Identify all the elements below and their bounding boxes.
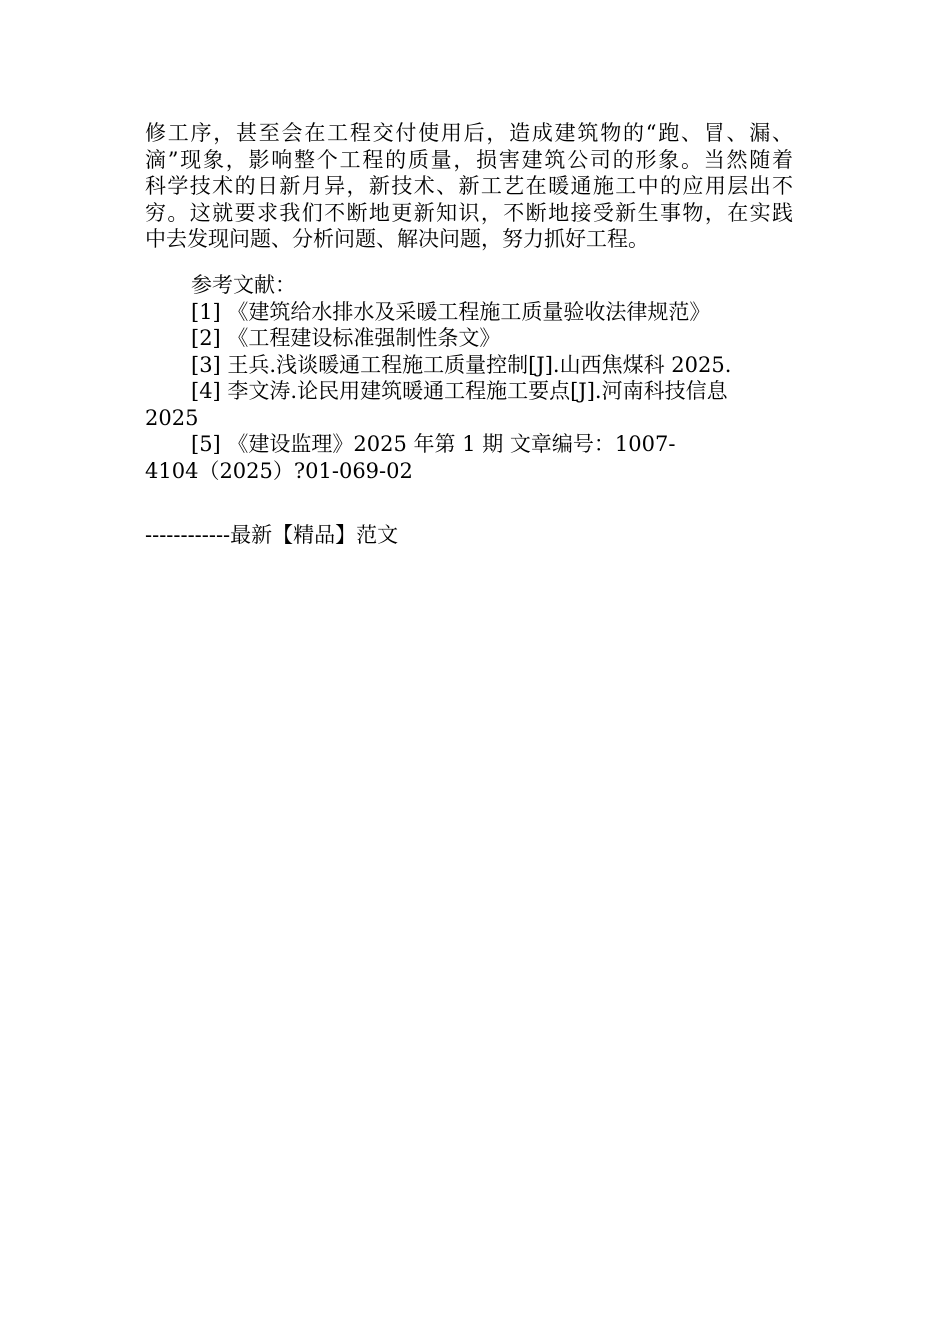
reference-item-5: [5] 《建设监理》2025 年第 1 期 文章编号：1007- [191, 432, 676, 456]
body-line: 穷。这就要求我们不断地更新知识，不断地接受新生事物，在实践 [145, 200, 793, 225]
reference-item-2: [2] 《工程建设标准强制性条文》 [191, 326, 501, 350]
body-line: 中去发现问题、分析问题、解决问题，努力抓好工程。 [145, 227, 649, 251]
footer-tagline: ------------最新【精品】范文 [145, 523, 399, 547]
body-line: 滴”现象，影响整个工程的质量，损害建筑公司的形象。当然随着 [145, 147, 793, 172]
body-line: 修工序，甚至会在工程交付使用后，造成建筑物的“跑、冒、漏、 [145, 121, 793, 145]
references-heading: 参考文献： [191, 273, 296, 297]
reference-item-1: [1] 《建筑给水排水及采暖工程施工质量验收法律规范》 [191, 299, 711, 324]
body-line: 科学技术的日新月异，新技术、新工艺在暖通施工中的应用层出不 [145, 174, 793, 198]
body-paragraph [145, 120, 793, 253]
reference-item-4: [4] 李文涛.论民用建筑暖通工程施工要点[J].河南科技信息 [191, 379, 728, 403]
references-section [145, 272, 805, 484]
reference-item-5-continuation: 4104（2025）?01-069-02 [145, 458, 413, 483]
reference-item-4-continuation: 2025 [145, 405, 199, 430]
reference-item-3: [3] 王兵.浅谈暖通工程施工质量控制[J].山西焦煤科 2025. [191, 352, 732, 377]
